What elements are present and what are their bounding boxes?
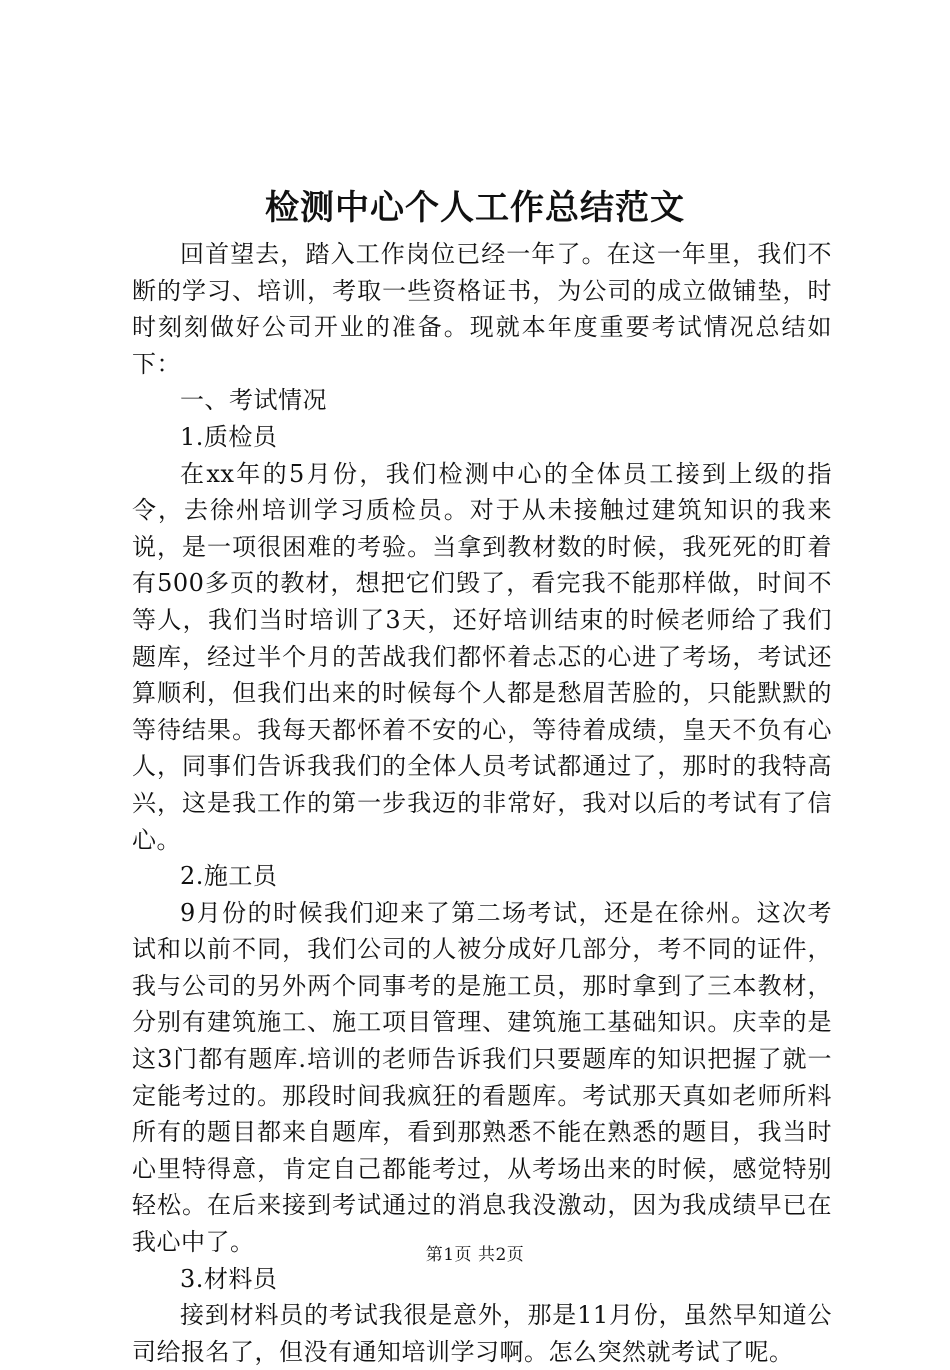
document-title: 检测中心个人工作总结范文	[265, 188, 685, 228]
section-heading-exam-status: 一、考试情况	[180, 386, 327, 415]
document-body	[132, 236, 832, 1370]
paragraph-intro: 回首望去，踏入工作岗位已经一年了。在这一年里，我们不断的学习、培训，考取一些资格证书，为公司的成立做铺垫，时时刻刻做好公司开业的准备。现就本年度重要考试情况总结如下：	[132, 240, 832, 378]
paragraph-quality-inspector: 在xx年的5月份，我们检测中心的全体员工接到上级的指令，去徐州培训学习质检员。对于从未接触过建筑知识的我来说，是一项很困难的考验。当拿到教材数的时候，我死死的盯着有500多页的教材，想把它们毁了，看完我不能那样做，时间不等人，我们当时培训了3天，还好培训结束的时候老师给了我们题库，经过半个月的苦战我们都怀着忐忑的心进了考场，考试还算顺利，但我们出来的时候每个人都是愁眉苦脸的，只能默默的等待结果。我每天都怀着不安的心，等待着成绩，皇天不负有心人，同事们告诉我我们的全体人员考试都通过了，那时的我特高兴，这是我工作的第一步我迈的非常好，我对以后的考试有了信心。	[132, 459, 832, 854]
page-footer: 第1页 共2页	[425, 1245, 525, 1265]
paragraph-construction-worker: 9月份的时候我们迎来了第二场考试，还是在徐州。这次考试和以前不同，我们公司的人被分成好几部分，考不同的证件，我与公司的另外两个同事考的是施工员，那时拿到了三本教材，分别有建筑施工、施工项目管理、建筑施工基础知识。庆幸的是这3门都有题库.培训的老师告诉我们只要题库的知识把握了就一定能考过的。那段时间我疯狂的看题库。考试那天真如老师所料所有的题目都来自题库，看到那熟悉不能在熟悉的题目，我当时心里特得意，肯定自己都能考过，从考场出来的时候，感觉特别轻松。在后来接到考试通过的消息我没激动，因为我成绩早已在我心中了。	[132, 898, 832, 1257]
subheading-construction-worker: 2.施工员	[180, 862, 278, 891]
subheading-material-clerk: 3.材料员	[180, 1264, 278, 1293]
subheading-quality-inspector: 1.质检员	[180, 422, 278, 451]
paragraph-material-clerk: 接到材料员的考试我很是意外，那是11月份，虽然早知道公司给报名了，但没有通知培训学习啊。怎么突然就考试了呢。	[132, 1301, 832, 1366]
